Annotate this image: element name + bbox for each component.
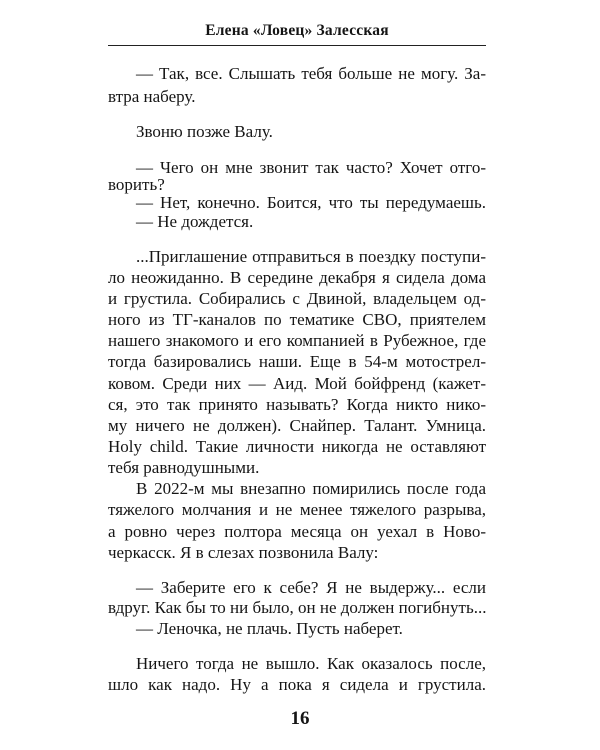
- text-line: шло как надо. Ну а пока я сидела и грустила.: [108, 675, 486, 694]
- text-line: тяжелого молчания и не менее тяжелого разрыва,: [108, 500, 486, 520]
- text-line: ...Приглашение отправиться в поездку поступи-: [136, 246, 486, 266]
- text-line: вдруг. Как бы то ни было, он не должен погибнуть...: [108, 598, 487, 618]
- text-line: ковом. Среди них — Аид. Мой бойфренд (кажет-: [108, 373, 486, 393]
- text-line: ло неожиданно. В середине декабря я сидела дома: [108, 267, 486, 287]
- header-rule: [108, 45, 486, 46]
- text-line: Holy child. Такие личности никогда не оставляют: [108, 436, 486, 456]
- text-line: — Леночка, не плачь. Пусть наберет.: [136, 618, 403, 638]
- text-line: тебя равнодушными.: [108, 458, 260, 478]
- text-line: черкасск. Я в слезах позвонила Валу:: [108, 542, 379, 562]
- text-line: нашего знакомого и его компанией в Рубежное, где: [108, 331, 486, 351]
- text-line: ного из ТГ-каналов по тематике СВО, приятелем: [108, 310, 486, 329]
- text-line: — Нет, конечно. Боится, что ты передумаешь.: [136, 192, 486, 212]
- text-line: му ничего не должен). Снайпер. Талант. Умница.: [108, 415, 486, 435]
- text-line: ворить?: [108, 175, 165, 195]
- text-line: и грустила. Собирались с Двиной, владельцем од-: [108, 288, 486, 308]
- text-line: — Не дождется.: [136, 212, 254, 232]
- text-line: ся, это так принято называть? Когда никто нико-: [108, 394, 486, 414]
- text-line: В 2022-м мы внезапно помирились после года: [136, 479, 486, 499]
- text-line: тогда базировались наши. Еще в 54-м мотострел-: [108, 352, 486, 372]
- text-line: а ровно через полтора месяца он уехал в Ново-: [108, 521, 486, 541]
- text-line: втра наберу.: [108, 86, 196, 106]
- text-line: — Так, все. Слышать тебя больше не могу. За-: [136, 64, 486, 83]
- page-number: 16: [290, 708, 310, 729]
- running-title: Елена «Ловец» Залесская: [205, 22, 389, 39]
- text-line: — Заберите его к себе? Я не выдержу... если: [136, 578, 486, 597]
- text-line: Звоню позже Валу.: [136, 122, 273, 142]
- text-line: Ничего тогда не вышло. Как оказалось после,: [136, 653, 486, 673]
- text-line: — Чего он мне звонит так часто? Хочет отго-: [136, 157, 486, 177]
